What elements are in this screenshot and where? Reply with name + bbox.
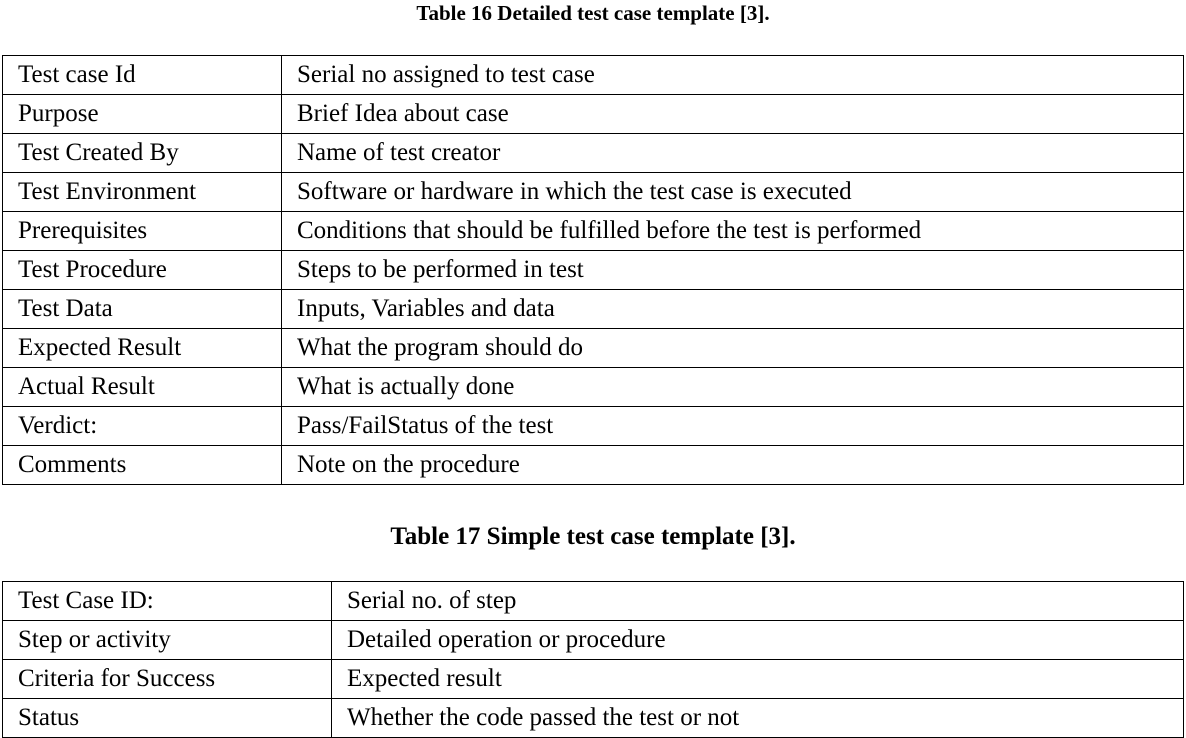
field-label: Test Environment [3, 173, 282, 212]
detailed-test-case-table [2, 55, 1184, 485]
field-label: Purpose [3, 95, 282, 134]
field-note: Status of the test [387, 412, 554, 439]
field-label: Test Procedure [3, 251, 282, 290]
table-row [3, 95, 1184, 134]
field-description: Name of test creator [282, 134, 1184, 173]
field-label: Expected Result [3, 329, 282, 368]
field-description: Expected result [332, 660, 1184, 699]
field-label: Step or activity [3, 621, 332, 660]
field-label: Criteria for Success [3, 660, 332, 699]
field-description: Steps to be performed in test [282, 251, 1184, 290]
table-17-caption: Table 17 Simple test case template [3]. [390, 523, 796, 550]
table-row [3, 173, 1184, 212]
table-row [3, 660, 1184, 699]
field-description: Inputs, Variables and data [282, 290, 1184, 329]
field-description: What is actually done [282, 368, 1184, 407]
field-value: Pass/Fail [297, 412, 388, 439]
field-description: Serial no. of step [332, 582, 1184, 621]
field-label: Comments [3, 446, 282, 485]
table-row [3, 407, 1184, 446]
table-row [3, 290, 1184, 329]
table-row [3, 582, 1184, 621]
field-label: Test case Id [3, 56, 282, 95]
field-description: Serial no assigned to test case [282, 56, 1184, 95]
table-row [3, 329, 1184, 368]
field-description: Brief Idea about case [282, 95, 1184, 134]
field-description: Software or hardware in which the test case is executed [282, 173, 1184, 212]
table-row [3, 621, 1184, 660]
field-description: What the program should do [282, 329, 1184, 368]
table-row [3, 56, 1184, 95]
field-description [282, 407, 1184, 446]
field-description: Whether the code passed the test or not [332, 699, 1184, 738]
field-label: Actual Result [3, 368, 282, 407]
table-16-caption: Table 16 Detailed test case template [3]. [416, 1, 770, 25]
field-label: Prerequisites [3, 212, 282, 251]
simple-test-case-table [2, 581, 1184, 738]
table-row [3, 699, 1184, 738]
field-label: Status [3, 699, 332, 738]
table-row [3, 446, 1184, 485]
field-label: Test Case ID: [3, 582, 332, 621]
field-label: Verdict: [3, 407, 282, 446]
field-label: Test Created By [3, 134, 282, 173]
table-row [3, 251, 1184, 290]
field-label: Test Data [3, 290, 282, 329]
table-row [3, 134, 1184, 173]
field-description: Detailed operation or procedure [332, 621, 1184, 660]
field-description: Note on the procedure [282, 446, 1184, 485]
table-row [3, 368, 1184, 407]
field-description: Conditions that should be fulfilled before the test is performed [282, 212, 1184, 251]
table-row [3, 212, 1184, 251]
